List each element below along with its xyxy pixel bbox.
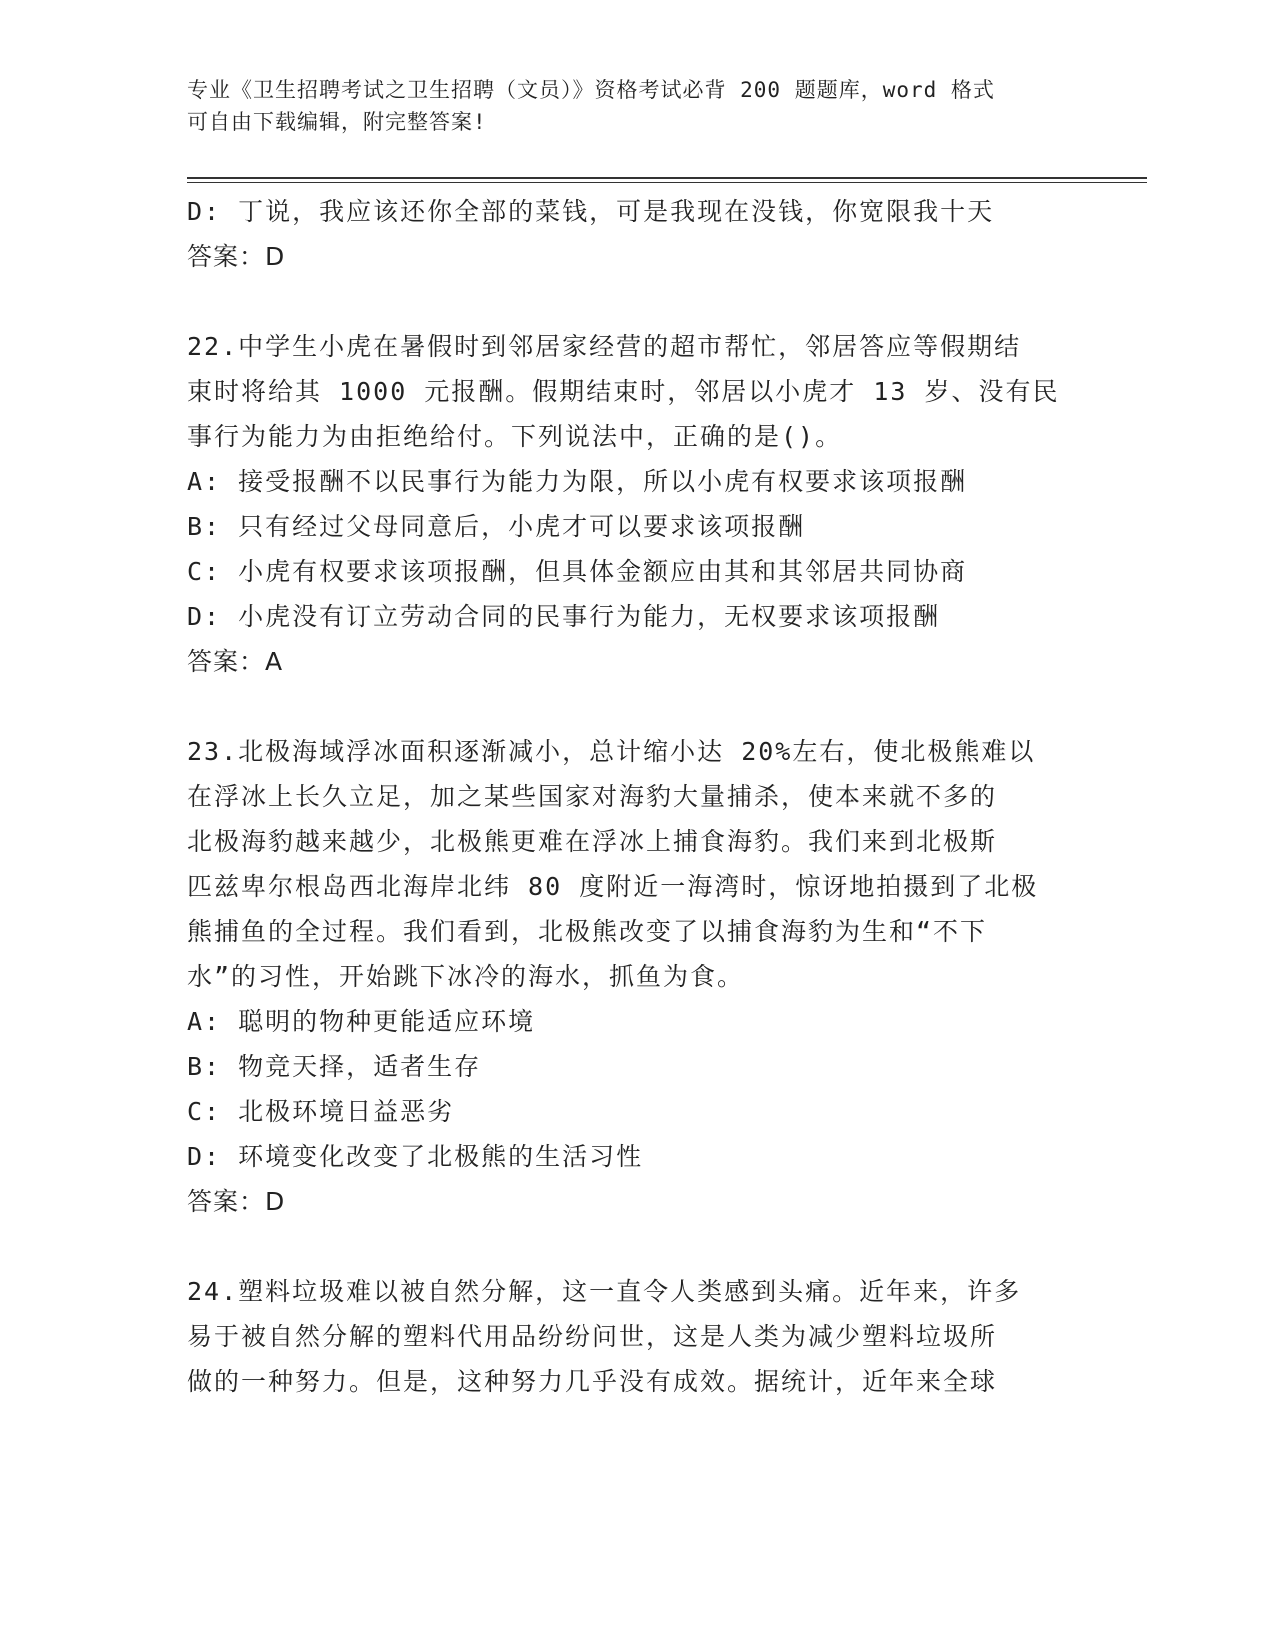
- option-a: A: 接受报酬不以民事行为能力为限，所以小虎有权要求该项报酬: [187, 467, 968, 496]
- question-stem-line: 束时将给其 1000 元报酬。假期结束时，邻居以小虎才 13 岁、没有民: [187, 377, 1060, 406]
- option-d: D: 丁说，我应该还你全部的菜钱，可是我现在没钱，你宽限我十天: [187, 197, 995, 226]
- answer-line: 答案：D: [187, 1187, 286, 1216]
- question-stem-line: 23.北极海域浮冰面积逐渐减小，总计缩小达 20%左右，使北极熊难以: [187, 737, 1036, 766]
- question-stem-line: 易于被自然分解的塑料代用品纷纷问世，这是人类为减少塑料垃圾所: [187, 1322, 998, 1351]
- spacer: [187, 684, 1087, 729]
- option-c: C: 小虎有权要求该项报酬，但具体金额应由其和其邻居共同协商: [187, 557, 968, 586]
- spacer: [187, 279, 1087, 324]
- question-stem-line: 北极海豹越来越少，北极熊更难在浮冰上捕食海豹。我们来到北极斯: [187, 827, 998, 856]
- option-a: A: 聪明的物种更能适应环境: [187, 1007, 536, 1036]
- question-stem-line: 22.中学生小虎在暑假时到邻居家经营的超市帮忙，邻居答应等假期结: [187, 332, 1022, 361]
- question-21-tail: [187, 189, 1087, 279]
- question-stem-line: 匹兹卑尔根岛西北海岸北纬 80 度附近一海湾时，惊讶地拍摄到了北极: [187, 872, 1039, 901]
- question-22: [187, 324, 1087, 684]
- question-24: [187, 1269, 1087, 1404]
- question-23: [187, 729, 1087, 1224]
- header-rule: [187, 177, 1147, 179]
- option-d: D: 小虎没有订立劳动合同的民事行为能力，无权要求该项报酬: [187, 602, 941, 631]
- question-stem-line: 24.塑料垃圾难以被自然分解，这一直令人类感到头痛。近年来，许多: [187, 1277, 1022, 1306]
- header-line: 专业《卫生招聘考试之卫生招聘（文员）》资格考试必背 200 题题库，word 格式: [187, 78, 995, 102]
- header-rule: [187, 182, 1147, 183]
- option-b: B: 只有经过父母同意后，小虎才可以要求该项报酬: [187, 512, 806, 541]
- option-c: C: 北极环境日益恶劣: [187, 1097, 455, 1126]
- option-b: B: 物竞天择，适者生存: [187, 1052, 482, 1081]
- header-line: 可自由下载编辑，附完整答案!: [187, 110, 487, 134]
- answer-line: 答案：A: [187, 647, 284, 676]
- document-body: [187, 189, 1087, 1404]
- spacer: [187, 1224, 1087, 1269]
- question-stem-line: 事行为能力为由拒绝给付。下列说法中，正确的是()。: [187, 422, 843, 451]
- question-stem-line: 在浮冰上长久立足，加之某些国家对海豹大量捕杀，使本来就不多的: [187, 782, 998, 811]
- option-d: D: 环境变化改变了北极熊的生活习性: [187, 1142, 644, 1171]
- answer-line: 答案：D: [187, 242, 286, 271]
- page-header: [187, 74, 1067, 138]
- question-stem-line: 熊捕鱼的全过程。我们看到，北极熊改变了以捕食海豹为生和“不下: [187, 917, 988, 946]
- question-stem-line: 做的一种努力。但是，这种努力几乎没有成效。据统计，近年来全球: [187, 1367, 998, 1396]
- question-stem-line: 水”的习性，开始跳下冰冷的海水，抓鱼为食。: [187, 962, 745, 991]
